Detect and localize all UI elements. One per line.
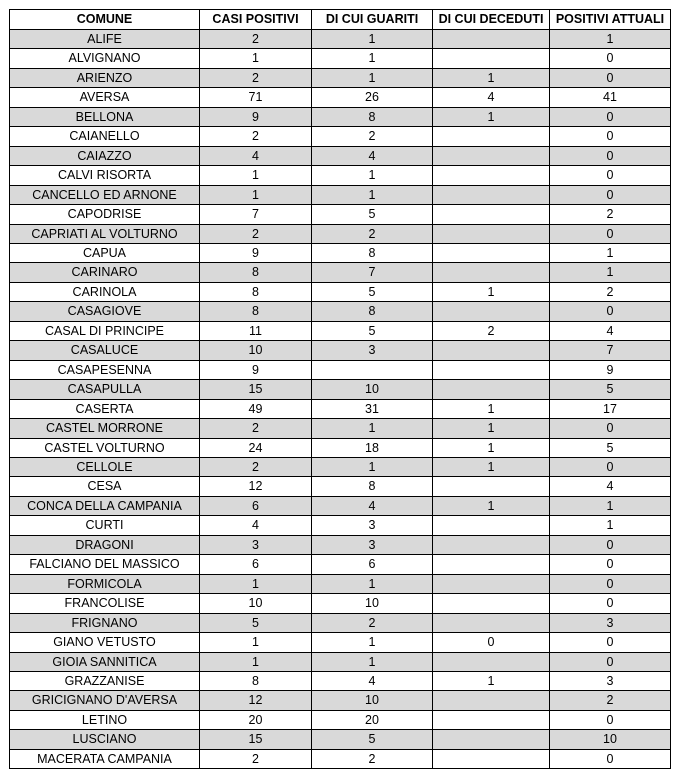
cell-deceduti <box>433 127 550 146</box>
cell-casi-positivi: 1 <box>200 633 312 652</box>
cell-positivi-attuali: 0 <box>550 127 671 146</box>
table-row <box>10 535 671 554</box>
cell-comune: CASAGIOVE <box>10 302 200 321</box>
cell-deceduti <box>433 594 550 613</box>
cell-casi-positivi: 2 <box>200 68 312 87</box>
table-row <box>10 496 671 515</box>
table-header-row <box>10 10 671 30</box>
cell-casi-positivi: 1 <box>200 185 312 204</box>
cell-guariti: 1 <box>312 166 433 185</box>
cell-guariti: 4 <box>312 146 433 165</box>
cell-comune: CAPUA <box>10 243 200 262</box>
cell-guariti: 1 <box>312 457 433 476</box>
table-row <box>10 282 671 301</box>
cell-guariti: 1 <box>312 419 433 438</box>
cell-deceduti <box>433 49 550 68</box>
table-row <box>10 380 671 399</box>
cell-positivi-attuali: 0 <box>550 302 671 321</box>
cell-comune: CONCA DELLA CAMPANIA <box>10 496 200 515</box>
cell-casi-positivi: 8 <box>200 263 312 282</box>
cell-casi-positivi: 11 <box>200 321 312 340</box>
cell-guariti: 10 <box>312 691 433 710</box>
cell-deceduti <box>433 535 550 554</box>
cell-casi-positivi: 20 <box>200 710 312 729</box>
cell-positivi-attuali: 3 <box>550 613 671 632</box>
cell-positivi-attuali: 1 <box>550 516 671 535</box>
table-row <box>10 302 671 321</box>
cell-guariti: 4 <box>312 671 433 690</box>
cell-casi-positivi: 6 <box>200 496 312 515</box>
cell-comune: LUSCIANO <box>10 730 200 749</box>
cell-guariti: 3 <box>312 535 433 554</box>
table-row <box>10 127 671 146</box>
cell-positivi-attuali: 0 <box>550 146 671 165</box>
cell-deceduti <box>433 477 550 496</box>
cell-guariti: 5 <box>312 282 433 301</box>
cell-deceduti <box>433 243 550 262</box>
cell-casi-positivi: 6 <box>200 555 312 574</box>
cell-deceduti: 1 <box>433 419 550 438</box>
cell-positivi-attuali: 9 <box>550 360 671 379</box>
cell-deceduti: 2 <box>433 321 550 340</box>
cell-guariti: 8 <box>312 477 433 496</box>
table-row <box>10 516 671 535</box>
cell-guariti: 20 <box>312 710 433 729</box>
cell-casi-positivi: 1 <box>200 49 312 68</box>
cell-guariti: 1 <box>312 574 433 593</box>
cell-positivi-attuali: 0 <box>550 457 671 476</box>
cell-comune: GRICIGNANO D'AVERSA <box>10 691 200 710</box>
cell-positivi-attuali: 0 <box>550 166 671 185</box>
cell-casi-positivi: 15 <box>200 730 312 749</box>
cell-comune: ALVIGNANO <box>10 49 200 68</box>
table-row <box>10 730 671 749</box>
cell-deceduti <box>433 205 550 224</box>
header-casi-positivi: CASI POSITIVI <box>200 10 312 30</box>
cell-positivi-attuali: 0 <box>550 68 671 87</box>
cell-comune: GIANO VETUSTO <box>10 633 200 652</box>
cell-positivi-attuali: 0 <box>550 107 671 126</box>
table-row <box>10 30 671 49</box>
cell-deceduti: 1 <box>433 282 550 301</box>
table-row <box>10 691 671 710</box>
cell-guariti: 3 <box>312 516 433 535</box>
cell-guariti: 1 <box>312 652 433 671</box>
cell-casi-positivi: 5 <box>200 613 312 632</box>
table-row <box>10 205 671 224</box>
table-row <box>10 671 671 690</box>
cell-comune: BELLONA <box>10 107 200 126</box>
table-row <box>10 263 671 282</box>
cell-positivi-attuali: 4 <box>550 477 671 496</box>
cell-guariti: 1 <box>312 68 433 87</box>
cell-deceduti: 0 <box>433 633 550 652</box>
cell-deceduti <box>433 730 550 749</box>
table-row <box>10 321 671 340</box>
cell-comune: ARIENZO <box>10 68 200 87</box>
cell-comune: CESA <box>10 477 200 496</box>
cell-positivi-attuali: 10 <box>550 730 671 749</box>
cell-casi-positivi: 2 <box>200 30 312 49</box>
cell-deceduti <box>433 185 550 204</box>
cell-guariti: 5 <box>312 730 433 749</box>
cell-casi-positivi: 4 <box>200 146 312 165</box>
cell-comune: CASTEL MORRONE <box>10 419 200 438</box>
cell-deceduti <box>433 224 550 243</box>
cell-casi-positivi: 71 <box>200 88 312 107</box>
cell-deceduti: 1 <box>433 438 550 457</box>
cell-casi-positivi: 12 <box>200 691 312 710</box>
table-row <box>10 749 671 768</box>
cell-positivi-attuali: 1 <box>550 30 671 49</box>
cell-comune: CALVI RISORTA <box>10 166 200 185</box>
cell-deceduti: 1 <box>433 496 550 515</box>
table-row <box>10 438 671 457</box>
table-row <box>10 652 671 671</box>
cell-casi-positivi: 10 <box>200 594 312 613</box>
cell-comune: CELLOLE <box>10 457 200 476</box>
table-row <box>10 341 671 360</box>
cell-deceduti: 4 <box>433 88 550 107</box>
cell-positivi-attuali: 0 <box>550 49 671 68</box>
cell-positivi-attuali: 41 <box>550 88 671 107</box>
table-row <box>10 88 671 107</box>
cell-casi-positivi: 8 <box>200 302 312 321</box>
header-di-cui-deceduti: DI CUI DECEDUTI <box>433 10 550 30</box>
cell-deceduti <box>433 166 550 185</box>
cell-comune: FRIGNANO <box>10 613 200 632</box>
cell-deceduti <box>433 555 550 574</box>
cell-casi-positivi: 49 <box>200 399 312 418</box>
cell-comune: DRAGONI <box>10 535 200 554</box>
header-positivi-attuali: POSITIVI ATTUALI <box>550 10 671 30</box>
cell-deceduti <box>433 613 550 632</box>
cell-positivi-attuali: 5 <box>550 380 671 399</box>
cell-guariti: 1 <box>312 633 433 652</box>
cell-casi-positivi: 24 <box>200 438 312 457</box>
cell-deceduti: 1 <box>433 671 550 690</box>
cell-guariti: 1 <box>312 30 433 49</box>
cell-casi-positivi: 2 <box>200 224 312 243</box>
cell-deceduti <box>433 341 550 360</box>
cell-comune: AVERSA <box>10 88 200 107</box>
table-body <box>10 30 671 769</box>
cell-comune: CAPRIATI AL VOLTURNO <box>10 224 200 243</box>
cell-guariti: 18 <box>312 438 433 457</box>
cell-casi-positivi: 3 <box>200 535 312 554</box>
table-row <box>10 107 671 126</box>
cell-guariti: 2 <box>312 613 433 632</box>
cell-deceduti <box>433 749 550 768</box>
cell-deceduti <box>433 516 550 535</box>
cell-positivi-attuali: 0 <box>550 749 671 768</box>
header-di-cui-guariti: DI CUI GUARITI <box>312 10 433 30</box>
cell-deceduti <box>433 146 550 165</box>
cell-comune: CURTI <box>10 516 200 535</box>
cell-deceduti: 1 <box>433 68 550 87</box>
cell-positivi-attuali: 0 <box>550 652 671 671</box>
cell-casi-positivi: 2 <box>200 127 312 146</box>
cell-guariti <box>312 360 433 379</box>
cell-guariti: 31 <box>312 399 433 418</box>
cell-comune: CASERTA <box>10 399 200 418</box>
cell-casi-positivi: 1 <box>200 652 312 671</box>
table-row <box>10 574 671 593</box>
cell-comune: FRANCOLISE <box>10 594 200 613</box>
cell-guariti: 3 <box>312 341 433 360</box>
table-row <box>10 185 671 204</box>
cell-comune: ALIFE <box>10 30 200 49</box>
table-row <box>10 477 671 496</box>
cell-comune: CARINARO <box>10 263 200 282</box>
cell-guariti: 26 <box>312 88 433 107</box>
cell-comune: CASAPULLA <box>10 380 200 399</box>
table-row <box>10 166 671 185</box>
cell-comune: CAIAZZO <box>10 146 200 165</box>
cell-positivi-attuali: 0 <box>550 574 671 593</box>
cell-guariti: 8 <box>312 243 433 262</box>
cell-casi-positivi: 10 <box>200 341 312 360</box>
cell-positivi-attuali: 1 <box>550 496 671 515</box>
cell-positivi-attuali: 0 <box>550 224 671 243</box>
cell-casi-positivi: 8 <box>200 671 312 690</box>
table-row <box>10 146 671 165</box>
cell-guariti: 2 <box>312 224 433 243</box>
cell-casi-positivi: 4 <box>200 516 312 535</box>
table-row <box>10 360 671 379</box>
table-row <box>10 555 671 574</box>
table-container <box>9 9 671 769</box>
cell-guariti: 1 <box>312 49 433 68</box>
cell-casi-positivi: 12 <box>200 477 312 496</box>
cell-comune: CANCELLO ED ARNONE <box>10 185 200 204</box>
cell-guariti: 5 <box>312 205 433 224</box>
cell-guariti: 8 <box>312 302 433 321</box>
cell-casi-positivi: 1 <box>200 166 312 185</box>
cell-guariti: 1 <box>312 185 433 204</box>
cell-positivi-attuali: 2 <box>550 691 671 710</box>
cell-positivi-attuali: 1 <box>550 243 671 262</box>
cell-comune: CASTEL VOLTURNO <box>10 438 200 457</box>
cell-guariti: 8 <box>312 107 433 126</box>
cell-positivi-attuali: 0 <box>550 633 671 652</box>
cell-casi-positivi: 7 <box>200 205 312 224</box>
cell-guariti: 6 <box>312 555 433 574</box>
cell-comune: GRAZZANISE <box>10 671 200 690</box>
cell-comune: MACERATA CAMPANIA <box>10 749 200 768</box>
cell-positivi-attuali: 7 <box>550 341 671 360</box>
cell-comune: GIOIA SANNITICA <box>10 652 200 671</box>
cell-positivi-attuali: 2 <box>550 282 671 301</box>
cell-positivi-attuali: 17 <box>550 399 671 418</box>
cell-positivi-attuali: 0 <box>550 594 671 613</box>
cell-deceduti: 1 <box>433 457 550 476</box>
cell-comune: CAPODRISE <box>10 205 200 224</box>
cell-deceduti: 1 <box>433 399 550 418</box>
cell-deceduti <box>433 30 550 49</box>
cell-guariti: 10 <box>312 594 433 613</box>
cell-positivi-attuali: 2 <box>550 205 671 224</box>
cell-guariti: 7 <box>312 263 433 282</box>
cell-casi-positivi: 1 <box>200 574 312 593</box>
table-row <box>10 399 671 418</box>
table-row <box>10 49 671 68</box>
cell-comune: LETINO <box>10 710 200 729</box>
cell-guariti: 5 <box>312 321 433 340</box>
table-row <box>10 613 671 632</box>
table-row <box>10 68 671 87</box>
cell-guariti: 4 <box>312 496 433 515</box>
cell-comune: CASAL DI PRINCIPE <box>10 321 200 340</box>
covid-cases-table <box>9 9 671 769</box>
table-row <box>10 457 671 476</box>
cell-deceduti: 1 <box>433 107 550 126</box>
cell-positivi-attuali: 0 <box>550 710 671 729</box>
cell-deceduti <box>433 263 550 282</box>
cell-casi-positivi: 2 <box>200 457 312 476</box>
cell-casi-positivi: 9 <box>200 360 312 379</box>
cell-comune: CAIANELLO <box>10 127 200 146</box>
cell-positivi-attuali: 5 <box>550 438 671 457</box>
cell-deceduti <box>433 380 550 399</box>
table-row <box>10 633 671 652</box>
cell-positivi-attuali: 0 <box>550 419 671 438</box>
table-row <box>10 710 671 729</box>
cell-comune: CASALUCE <box>10 341 200 360</box>
cell-deceduti <box>433 302 550 321</box>
table-row <box>10 594 671 613</box>
cell-casi-positivi: 2 <box>200 419 312 438</box>
cell-casi-positivi: 2 <box>200 749 312 768</box>
cell-guariti: 10 <box>312 380 433 399</box>
cell-casi-positivi: 9 <box>200 243 312 262</box>
cell-guariti: 2 <box>312 127 433 146</box>
cell-guariti: 2 <box>312 749 433 768</box>
cell-deceduti <box>433 574 550 593</box>
cell-casi-positivi: 9 <box>200 107 312 126</box>
cell-positivi-attuali: 0 <box>550 555 671 574</box>
cell-comune: CASAPESENNA <box>10 360 200 379</box>
cell-deceduti <box>433 710 550 729</box>
cell-comune: FALCIANO DEL MASSICO <box>10 555 200 574</box>
header-comune: COMUNE <box>10 10 200 30</box>
cell-positivi-attuali: 4 <box>550 321 671 340</box>
table-row <box>10 243 671 262</box>
cell-deceduti <box>433 652 550 671</box>
cell-deceduti <box>433 360 550 379</box>
cell-comune: FORMICOLA <box>10 574 200 593</box>
table-row <box>10 419 671 438</box>
cell-casi-positivi: 15 <box>200 380 312 399</box>
cell-deceduti <box>433 691 550 710</box>
cell-positivi-attuali: 0 <box>550 185 671 204</box>
cell-casi-positivi: 8 <box>200 282 312 301</box>
table-row <box>10 224 671 243</box>
cell-comune: CARINOLA <box>10 282 200 301</box>
cell-positivi-attuali: 0 <box>550 535 671 554</box>
cell-positivi-attuali: 3 <box>550 671 671 690</box>
cell-positivi-attuali: 1 <box>550 263 671 282</box>
